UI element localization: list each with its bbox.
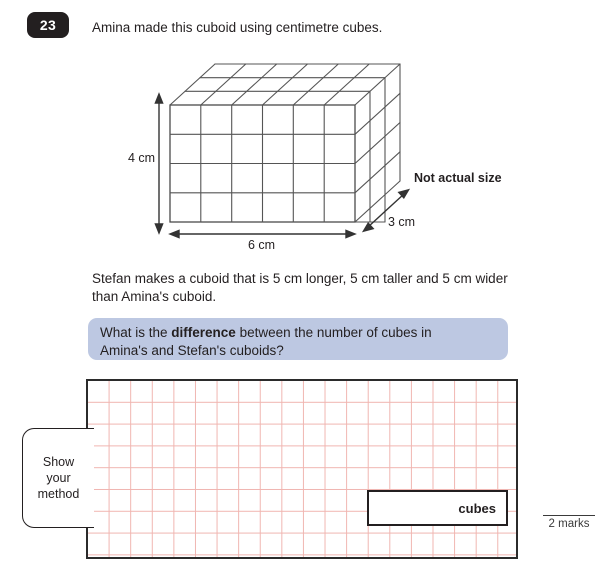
cuboid-wireframe xyxy=(170,64,400,222)
question-prompt-band xyxy=(88,318,508,360)
question-number-badge xyxy=(27,12,69,38)
answer-unit-label: cubes xyxy=(458,501,496,516)
show-your-method-tab xyxy=(22,428,94,528)
marks-label: 2 marks xyxy=(548,518,590,531)
height-dimension-arrow xyxy=(155,94,162,233)
stefan-statement xyxy=(92,270,512,305)
width-dimension-arrow xyxy=(170,230,355,237)
cuboid-diagram-svg xyxy=(0,50,600,255)
prompt-text-before: What is the xyxy=(100,325,172,340)
method-label-line-3: method xyxy=(37,487,80,501)
marks-rule-line xyxy=(543,515,595,516)
prompt-text-line-2: Amina's and Stefan's cuboids? xyxy=(100,342,284,358)
height-label: 4 cm xyxy=(128,151,156,165)
depth-label: 3 cm xyxy=(388,215,416,229)
prompt-text-after: between the number of cubes in xyxy=(235,325,432,340)
not-actual-size-caption: Not actual size xyxy=(414,171,502,185)
method-label-line-2: your xyxy=(46,471,71,485)
question-number: 23 xyxy=(39,17,57,33)
stefan-line-2: than Amina's cuboid. xyxy=(92,288,217,304)
answer-input-box[interactable] xyxy=(367,490,508,526)
answer-workspace xyxy=(0,368,600,568)
marks-indicator xyxy=(543,515,595,530)
prompt-text-emphasis: difference xyxy=(171,325,236,340)
grid-paper-working-space[interactable] xyxy=(86,379,518,559)
width-label: 6 cm xyxy=(248,238,276,252)
cuboid-figure xyxy=(0,50,600,255)
stefan-line-1: Stefan makes a cuboid that is 5 cm longer, 5 cm taller and 5 cm wider xyxy=(92,271,508,286)
method-label-line-1: Show xyxy=(42,455,75,469)
question-intro-text: Amina made this cuboid using centimetre cubes. xyxy=(92,20,383,35)
